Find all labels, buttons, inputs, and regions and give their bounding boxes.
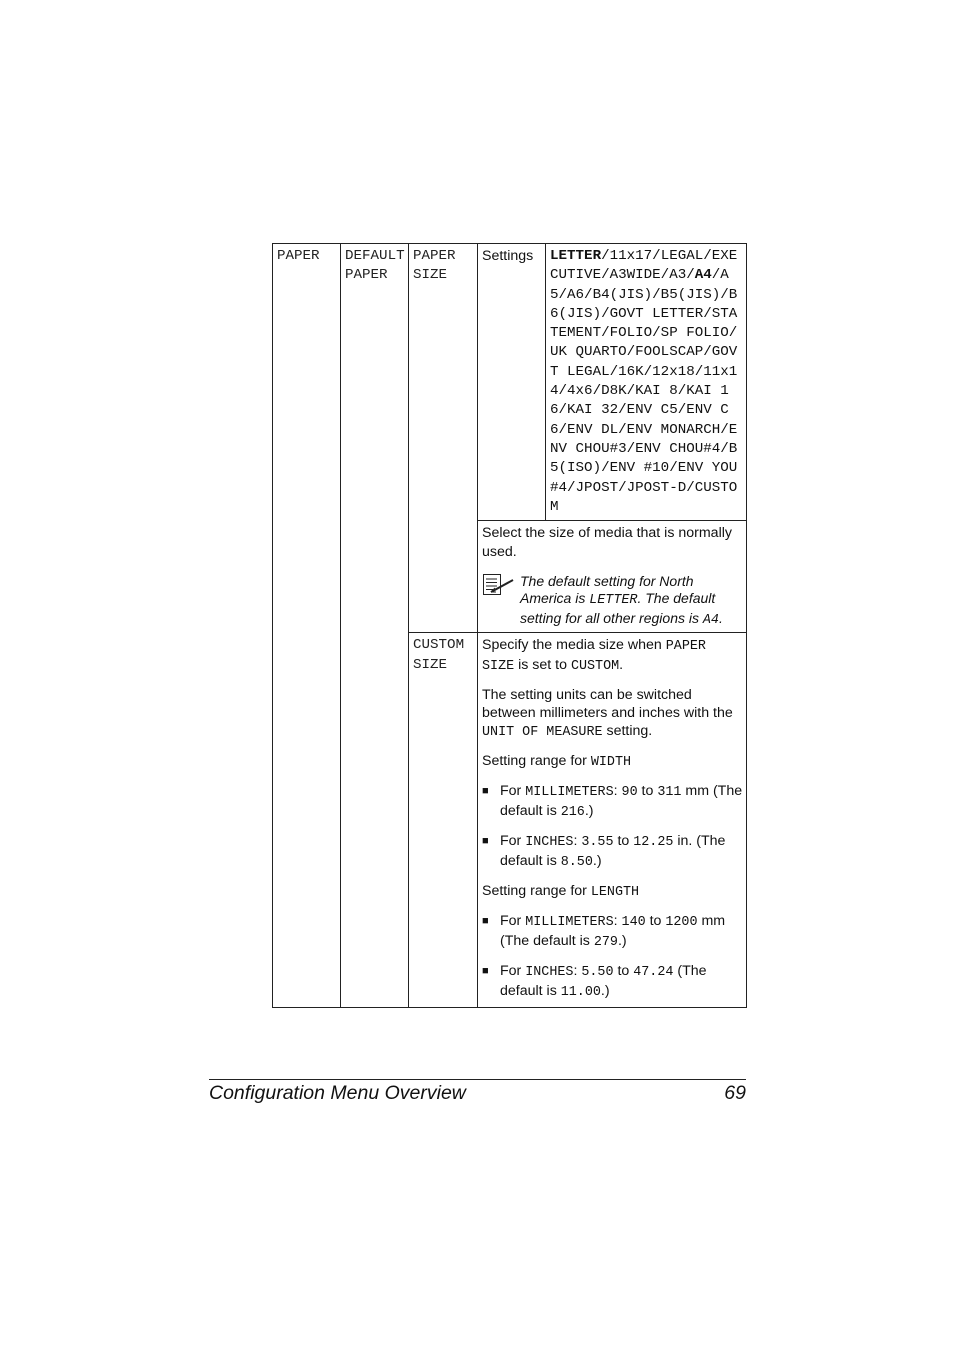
menu-paper-size: PAPER SIZE <box>413 248 456 284</box>
menu-custom-size: CUSTOM SIZE <box>413 637 465 673</box>
paper-size-description: Select the size of media that is normally used. <box>482 525 732 561</box>
width-in-item: ■ For INCHES: 3.55 to 12.25 in. (The default is 8.50.) <box>482 833 726 871</box>
width-mm-item: ■ For MILLIMETERS: 90 to 311 mm (The default is 216.) <box>482 783 743 821</box>
page-number: 69 <box>724 1082 746 1104</box>
width-heading: Setting range for WIDTH <box>482 753 632 771</box>
menu-default-paper-cell <box>341 244 409 1008</box>
length-mm-item: ■ For MILLIMETERS: 140 to 1200 mm (The default is 279.) <box>482 913 726 951</box>
note-block <box>482 573 743 630</box>
length-heading: Setting range for LENGTH <box>482 883 640 901</box>
footer-title: Configuration Menu Overview <box>209 1082 466 1104</box>
length-in-item: ■ For INCHES: 5.50 to 47.24 (The default is 11.00.) <box>482 963 707 1001</box>
note-text: The default setting for North America is LETTER. The default setting for all other regions is A4. <box>520 572 723 628</box>
note-pencil-icon <box>482 573 520 630</box>
bullet-icon: ■ <box>482 915 489 928</box>
paper-size-description-cell <box>478 521 747 633</box>
menu-paper-cell <box>273 244 341 1008</box>
bullet-icon: ■ <box>482 965 489 978</box>
default-letter: LETTER <box>550 248 602 264</box>
settings-label: Settings <box>482 248 534 264</box>
bullet-icon: ■ <box>482 785 489 798</box>
menu-paper: PAPER <box>277 248 320 264</box>
units-description: The setting units can be switched between millimeters and inches with the UNIT OF MEASURE setting. <box>482 687 733 741</box>
bullet-icon: ■ <box>482 835 489 848</box>
configuration-menu-table <box>272 243 747 1008</box>
footer-rule <box>209 1079 746 1080</box>
default-a4: A4 <box>694 267 712 284</box>
settings-label-cell <box>478 244 546 521</box>
custom-size-intro: Specify the media size when PAPER SIZE is set to CUSTOM. <box>482 637 706 675</box>
custom-size-description-cell <box>478 633 747 1008</box>
paper-size-values: LETTER/11x17/LEGAL/EXECUTIVE/A3WIDE/A3/A4/A5/A6/B4(JIS)/B5(JIS)/B6(JIS)/GOVT LETTER/STATEMENT/FOLIO/SP FOLIO/UK QUARTO/FOOLSCAP/GOVT LEGAL/16K/12x18/11x14/4x6/D8K/KAI 8/KAI 16/KAI 32/ENV C5/ENV C6/ENV DL/ENV MONARCH/ENV CHOU#3/ENV CHOU#4/B5(ISO)/ENV #10/ENV YOU#4/JPOST/JPOST-D/CUSTOM <box>546 244 747 521</box>
menu-paper-size-cell <box>409 244 478 633</box>
menu-default-paper: DEFAULT PAPER <box>345 248 405 284</box>
menu-custom-size-cell <box>409 633 478 1008</box>
